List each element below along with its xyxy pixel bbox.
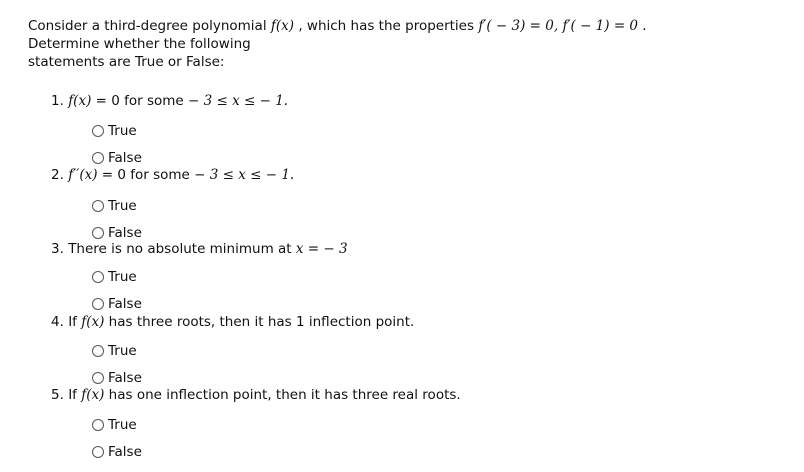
- question-4: [51, 313, 414, 331]
- question-text: = 0 for some: [97, 167, 195, 183]
- intro-text-2: , which has the properties: [294, 18, 479, 34]
- radio-button[interactable]: [92, 200, 104, 212]
- question-number: 5.: [51, 387, 64, 403]
- option-label: False: [108, 225, 142, 241]
- radio-button[interactable]: [92, 419, 104, 431]
- option-label: True: [108, 417, 137, 433]
- question-number: 3.: [51, 241, 64, 257]
- question-text: If: [68, 314, 82, 330]
- question-text: There is no absolute minimum at: [68, 241, 296, 257]
- option-label: False: [108, 444, 142, 460]
- option-label: False: [108, 370, 142, 386]
- question-5: [51, 386, 461, 404]
- question-text: If: [68, 387, 82, 403]
- question-math: f(𝑥): [81, 314, 105, 330]
- question-3: [51, 240, 348, 258]
- intro-line-2: Determine whether the following: [28, 36, 251, 52]
- q1-option-true[interactable]: [92, 122, 137, 140]
- q1-option-false[interactable]: [92, 149, 142, 167]
- radio-button[interactable]: [92, 298, 104, 310]
- intro-properties: f′( − 3) = 0, f′( − 1) = 0 .: [478, 18, 647, 34]
- intro-function: f(𝑥): [270, 18, 295, 34]
- radio-button[interactable]: [92, 345, 104, 357]
- question-1: [51, 92, 288, 110]
- question-math: f(𝑥): [68, 93, 92, 109]
- question-text: has one inflection point, then it has three real roots.: [104, 387, 461, 403]
- intro-line-1: [28, 17, 788, 35]
- option-label: True: [108, 198, 137, 214]
- option-label: True: [108, 269, 137, 285]
- option-label: True: [108, 123, 137, 139]
- q4-option-true[interactable]: [92, 342, 137, 360]
- question-number: 4.: [51, 314, 64, 330]
- question-math: − 3 ≤ 𝑥 ≤ − 1.: [188, 93, 289, 109]
- radio-button[interactable]: [92, 152, 104, 164]
- question-number: 2.: [51, 167, 64, 183]
- radio-button[interactable]: [92, 446, 104, 458]
- question-text: = 0 for some: [91, 93, 189, 109]
- radio-button[interactable]: [92, 125, 104, 137]
- q4-option-false[interactable]: [92, 369, 142, 387]
- question-math: 𝑥 = − 3: [295, 241, 348, 257]
- question-2: [51, 166, 294, 184]
- question-number: 1.: [51, 93, 64, 109]
- question-text: has three roots, then it has 1 inflection point.: [104, 314, 415, 330]
- radio-button[interactable]: [92, 227, 104, 239]
- q3-option-false[interactable]: [92, 295, 142, 313]
- option-label: False: [108, 296, 142, 312]
- q2-option-true[interactable]: [92, 197, 137, 215]
- problem-intro: [28, 17, 788, 71]
- q5-option-true[interactable]: [92, 416, 137, 434]
- intro-line-3: statements are True or False:: [28, 54, 225, 70]
- q5-option-false[interactable]: [92, 443, 142, 461]
- option-label: True: [108, 343, 137, 359]
- intro-text-1: Consider a third-degree polynomial: [28, 18, 271, 34]
- question-math: − 3 ≤ 𝑥 ≤ − 1.: [194, 167, 295, 183]
- q3-option-true[interactable]: [92, 268, 137, 286]
- radio-button[interactable]: [92, 372, 104, 384]
- option-label: False: [108, 150, 142, 166]
- radio-button[interactable]: [92, 271, 104, 283]
- question-math: f′′(𝑥): [68, 167, 98, 183]
- question-math: f(𝑥): [81, 387, 105, 403]
